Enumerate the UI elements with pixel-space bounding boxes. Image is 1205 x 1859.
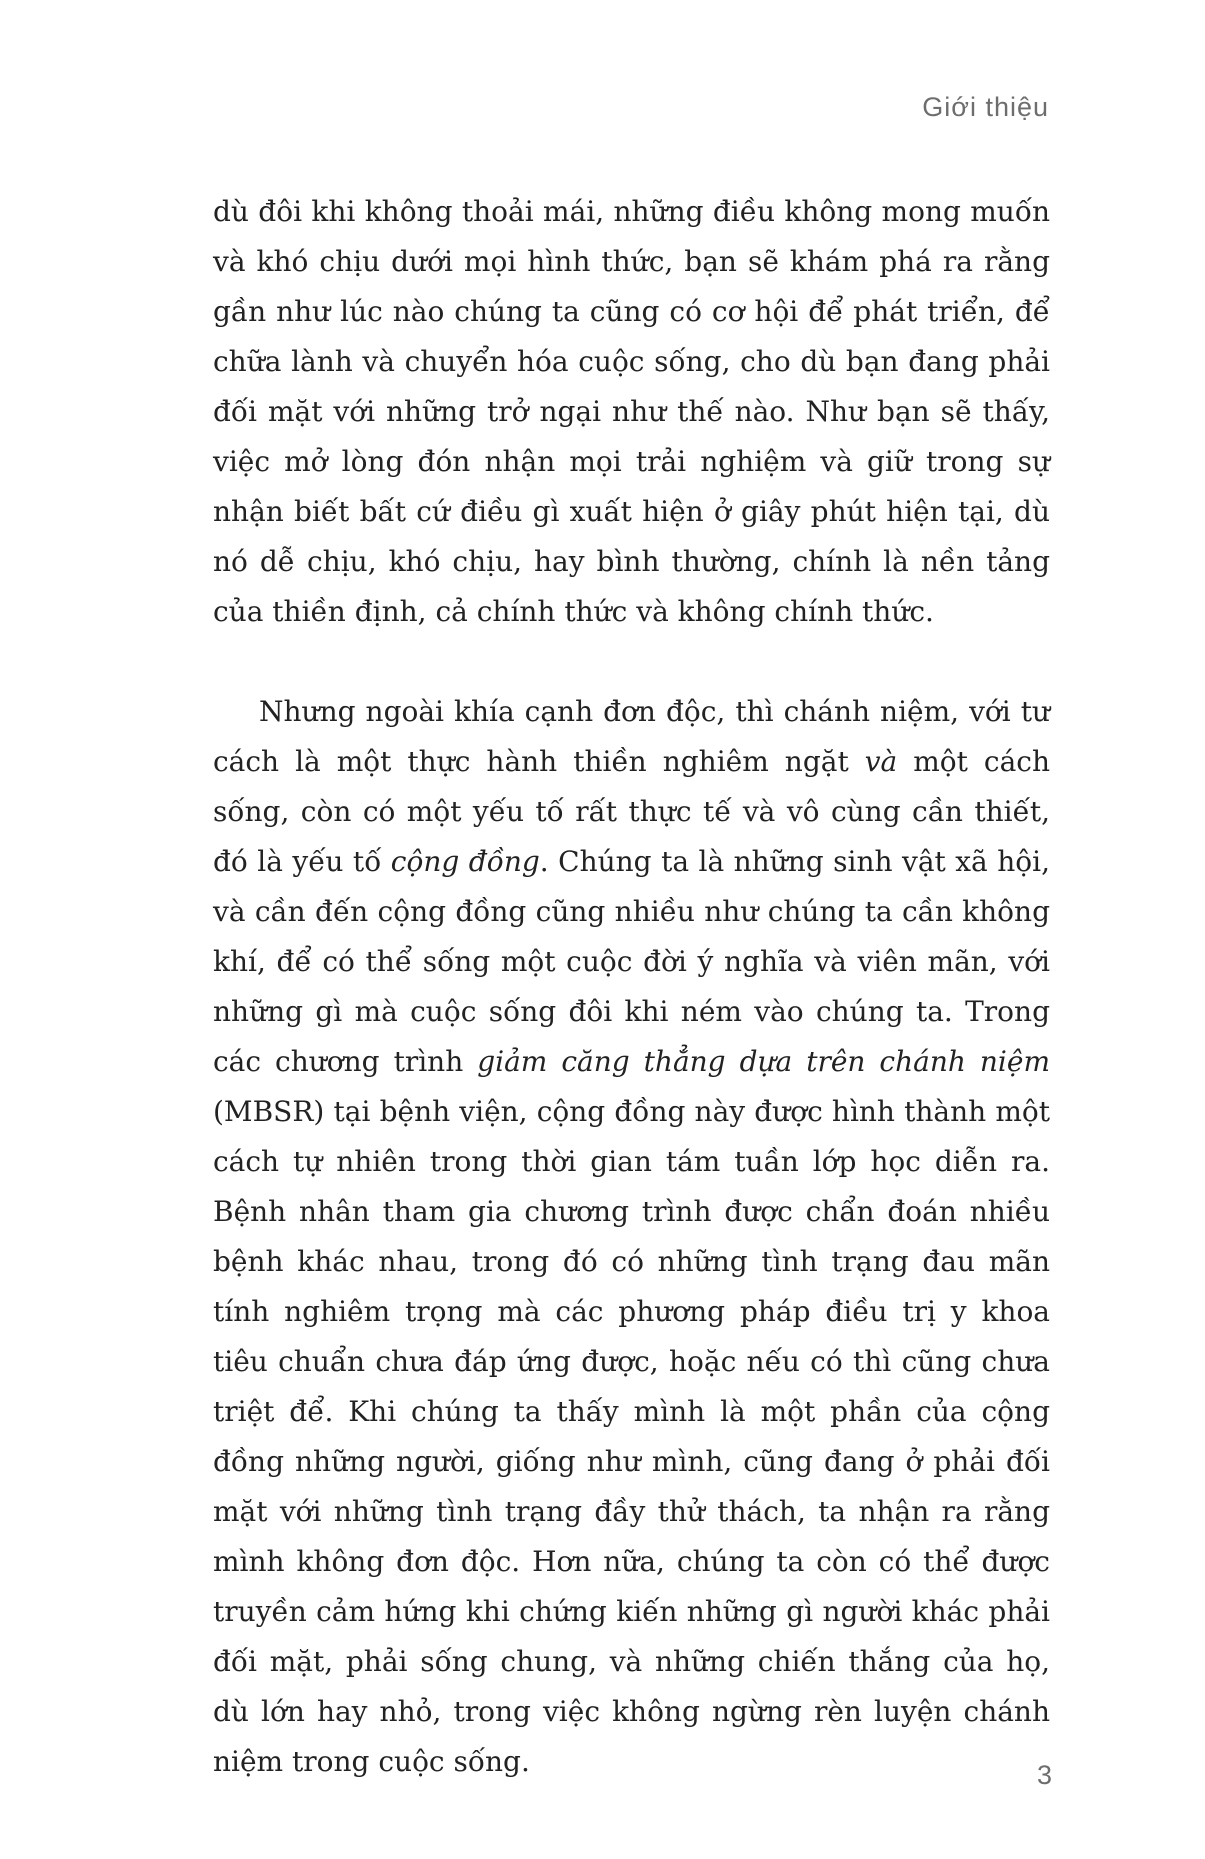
paragraph-2-text-segment: (MBSR) tại bệnh viện, cộng đồng này được hình thành một cách tự nhiên trong thời gian tám tuần lớp học diễn ra. Bệnh nhân tham gia chương trình được chẩn đoán nhiều bệnh khác nhau, trong đó có những tình trạng đau mãn tính nghiêm trọng mà các phương pháp điều trị y khoa tiêu chuẩn chưa đáp ứng được, hoặc nếu có thì cũng chưa triệt để. Khi chúng ta thấy mình là một phần của cộng đồng những người, giống như mình, cũng đang ở phải đối mặt với những tình trạng đầy thử thách, ta nhận ra rằng mình không đơn độc. Hơn nữa, chúng ta còn có thể được truyền cảm hứng khi chứng kiến những gì người khác phải đối mặt, phải sống chung, và những chiến thắng của họ, dù lớn hay nhỏ, trong việc không ngừng rèn luyện chánh niệm trong cuộc sống. bbox=[213, 1095, 1050, 1778]
page-number: 3 bbox=[1036, 1760, 1052, 1790]
paragraph-2-italic-emphasis: và bbox=[864, 745, 898, 778]
paragraph-2-text-segment: . Chúng ta là những sinh vật xã hội, và cần đến cộng đồng cũng nhiều như chúng ta cần không khí, để có thể sống một cuộc đời ý nghĩa và viên mãn, với những gì mà cuộc sống đôi khi ném vào chúng ta. Trong các chương trình bbox=[213, 845, 1050, 1078]
paragraph-2 bbox=[213, 687, 1050, 1787]
paragraph-1: dù đôi khi không thoải mái, những điều không mong muốn và khó chịu dưới mọi hình thức, bạn sẽ khám phá ra rằng gần như lúc nào chúng ta cũng có cơ hội để phát triển, để chữa lành và chuyển hóa cuộc sống, cho dù bạn đang phải đối mặt với những trở ngại như thế nào. Như bạn sẽ thấy, việc mở lòng đón nhận mọi trải nghiệm và giữ trong sự nhận biết bất cứ điều gì xuất hiện ở giây phút hiện tại, dù nó dễ chịu, khó chịu, hay bình thường, chính là nền tảng của thiền định, cả chính thức và không chính thức. bbox=[213, 195, 1050, 628]
paragraph-2-text-segment: một cách sống, còn có một yếu tố rất thực tế và vô cùng cần thiết, đó là yếu tố bbox=[213, 745, 1050, 878]
body-text bbox=[213, 187, 1050, 1787]
paragraph-2-text-segment: Nhưng ngoài khía cạnh đơn độc, thì chánh niệm, với tư cách là một thực hành thiền nghiêm ngặt bbox=[213, 695, 1050, 778]
paragraph-2-italic-term: cộng đồng bbox=[390, 845, 540, 878]
paragraph-2-italic-program-name: giảm căng thẳng dựa trên chánh niệm bbox=[477, 1045, 1050, 1078]
running-header-section-title: Giới thiệu bbox=[922, 92, 1049, 122]
